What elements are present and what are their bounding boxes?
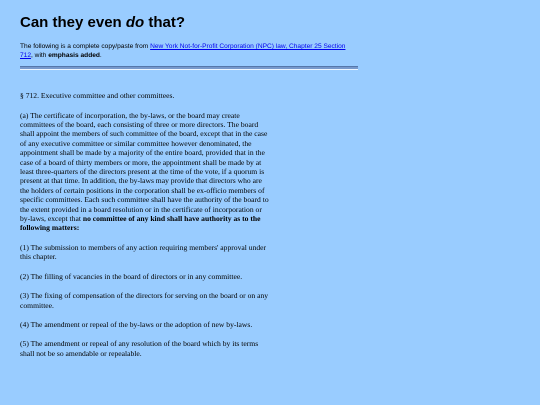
- list-item-5: (5) The amendment or repeal of any resolution of the board which by its terms shall not be so amendable or repealable.: [20, 339, 259, 358]
- list-item-4: (4) The amendment or repeal of the by-laws or the adoption of new by-laws.: [20, 319, 253, 329]
- list-item-1: (1) The submission to members of any action requiring members' approval under this chapter.: [20, 242, 267, 262]
- divider: [20, 66, 358, 70]
- list-item-2: (2) The filling of vacancies in the board of directors or in any committee.: [20, 271, 243, 281]
- intro-mid: , with: [31, 51, 49, 59]
- title-emphasis: do: [125, 14, 145, 31]
- paragraph-a-text: (a) The certificate of incorporation, the by-laws, or the board may create committees of the board, each consisting of three or more directors. The board shall appoint the members of such committee of the board, except that in the case of any executive committee or similar committee however denominated, the appointment shall be made by a majority of the entire board, provided that in the case of a board of thirty members or more, the appointment shall be made by at least three-quarters of the directors present at the time of the vote, if a quorum is present at that time. In addition, the by-laws may provide that directors who are the holders of certain positions in the corporation shall be ex-officio members of specific committees. Each such committee shall have the authority of the board to the extent provided in a board resolution or in the certificate of incorporation or by-laws, except that: [20, 110, 269, 224]
- list-item-3: (3) The fixing of compensation of the directors for serving on the board or on any committee.: [20, 291, 269, 310]
- law-source-link[interactable]: New York Not-for-Profit Corporation (NPC) law, Chapter 25 Section 712: [20, 43, 346, 59]
- paragraph-a: [20, 111, 270, 233]
- intro-text: [20, 43, 358, 60]
- title-text-end: that?: [144, 14, 186, 31]
- paragraph-a-emphasis: no committee of any kind shall have authority as to the following matters:: [20, 214, 261, 233]
- intro-emphasis: emphasis added: [48, 51, 100, 59]
- title-text: Can they even: [20, 14, 126, 31]
- page-title: [20, 14, 358, 31]
- intro-lead: The following is a complete copy/paste from: [20, 43, 151, 50]
- intro-end: .: [99, 51, 102, 59]
- section-heading: § 712. Executive committee and other committees.: [20, 91, 175, 101]
